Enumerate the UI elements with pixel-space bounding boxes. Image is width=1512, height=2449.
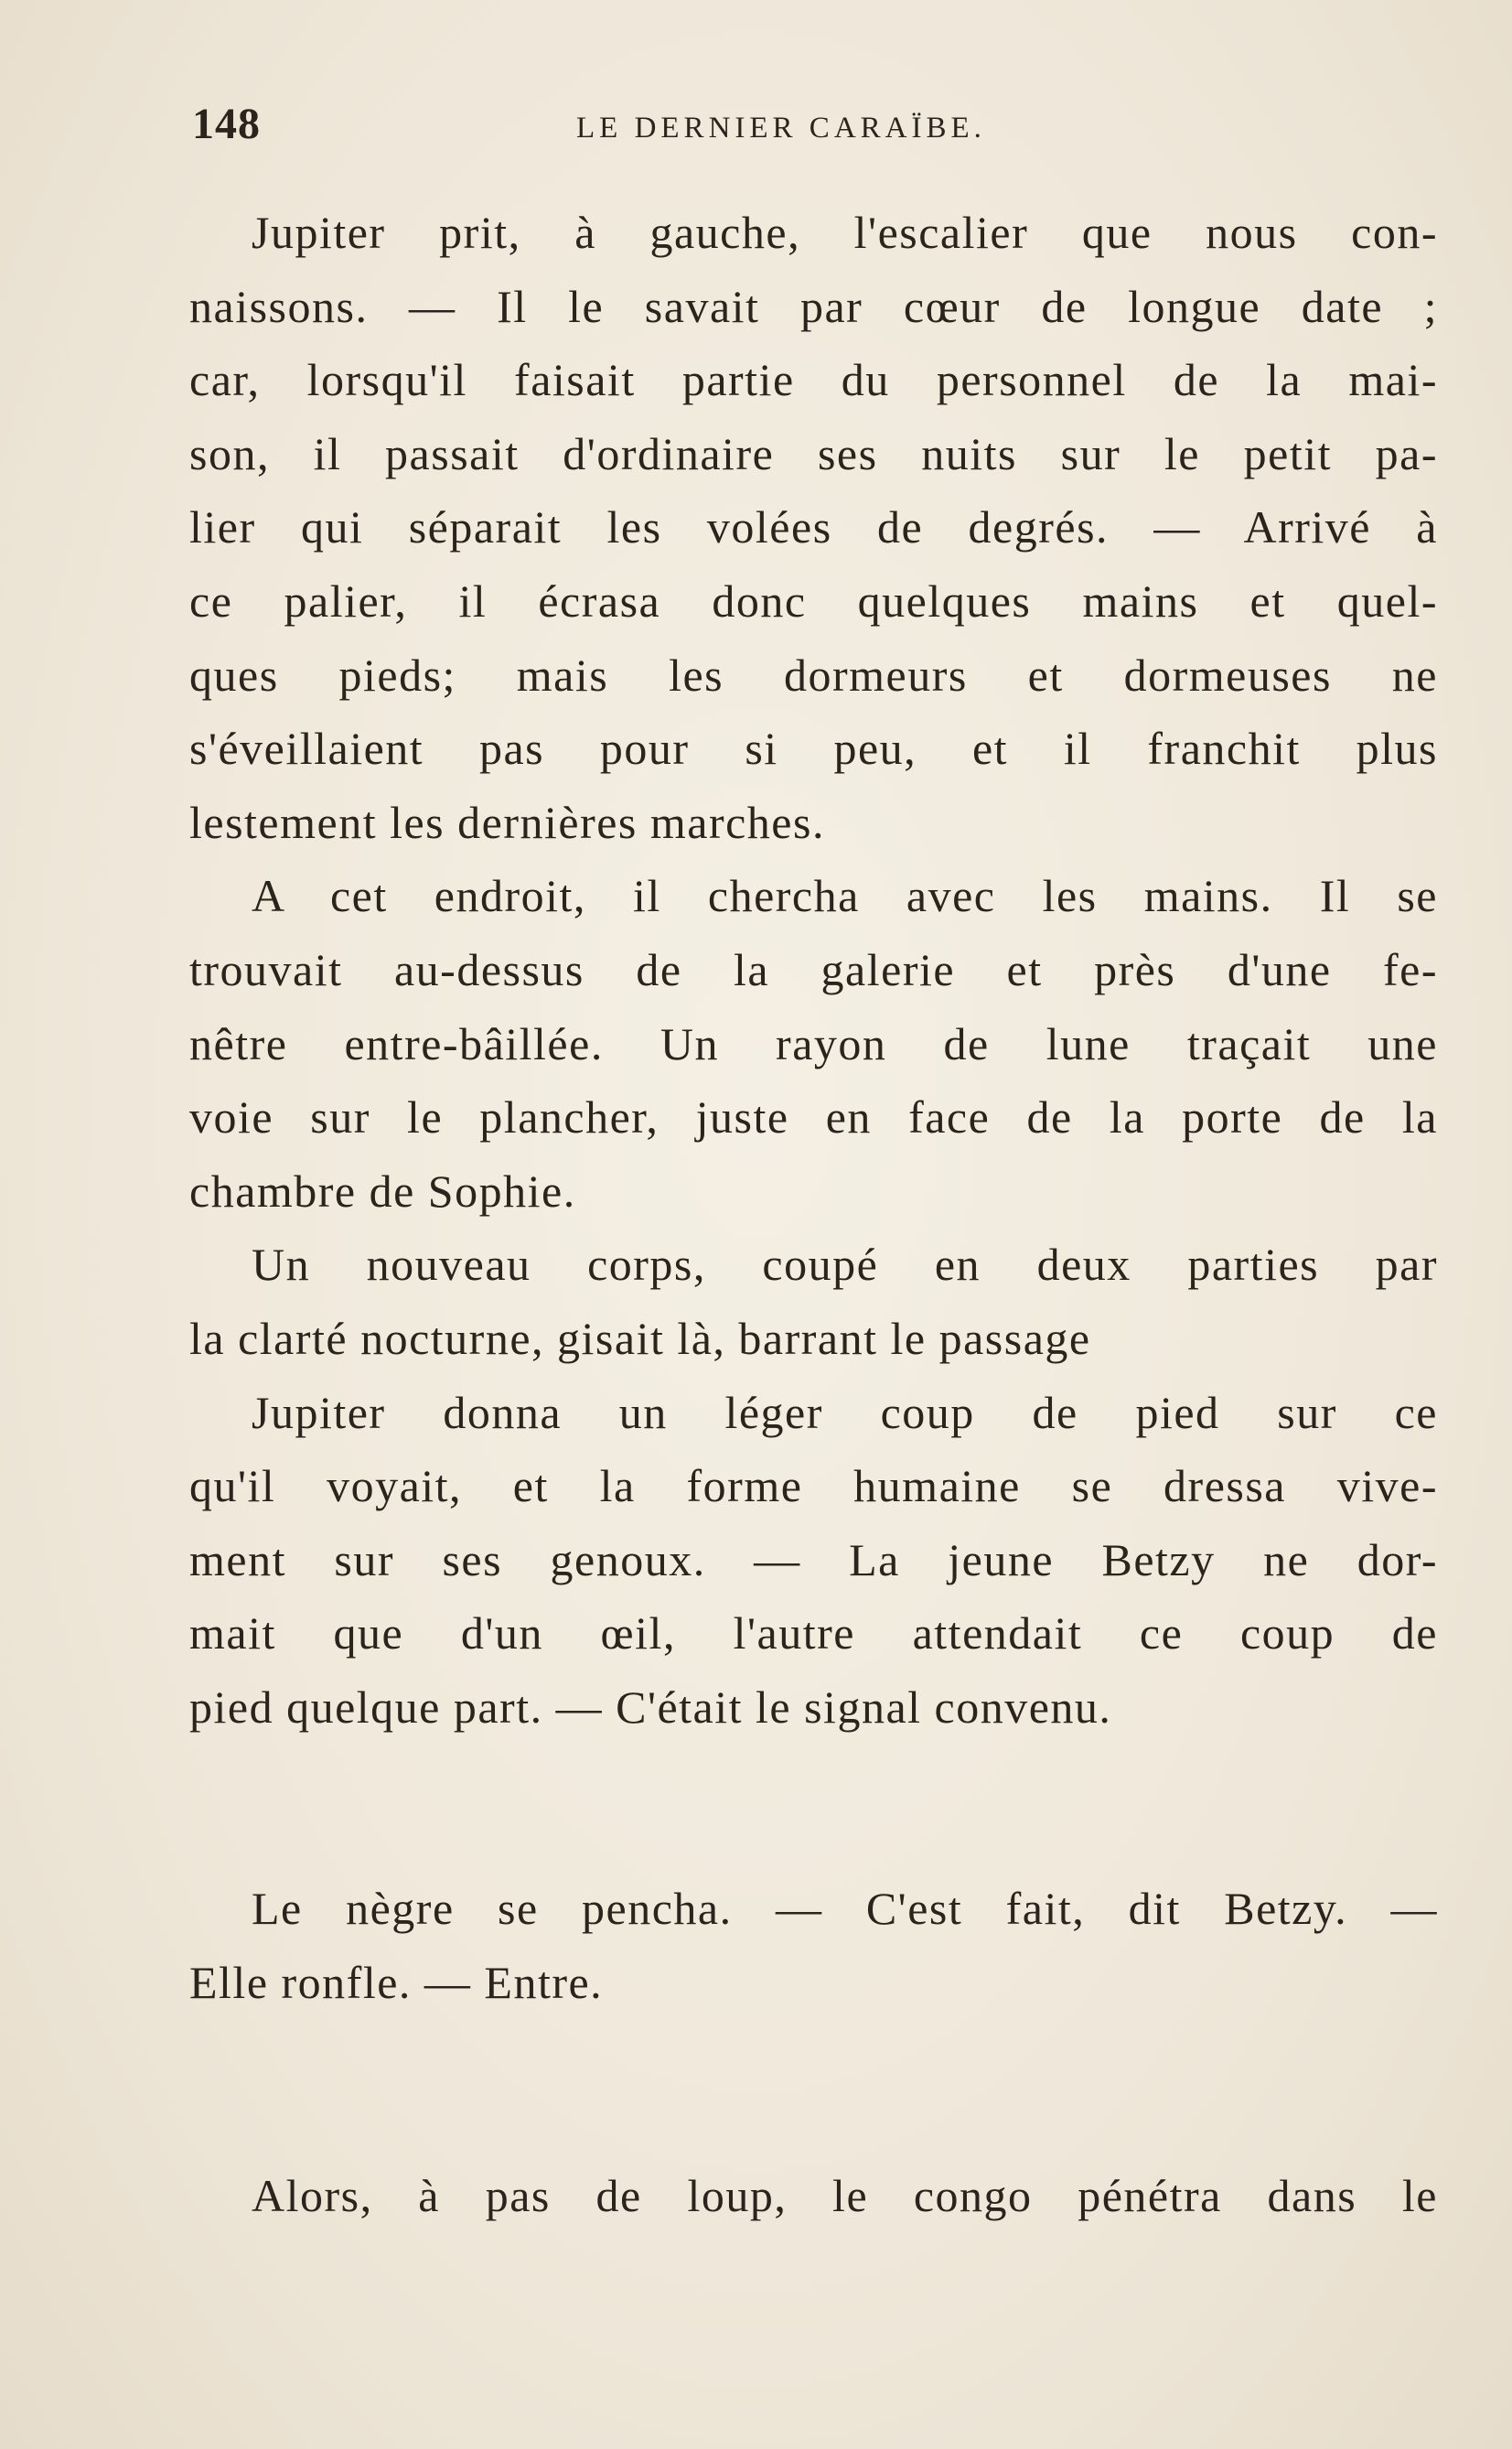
paragraph xyxy=(189,2159,1438,2233)
paragraph xyxy=(189,1228,1438,1375)
text-line: Jupiter prit, à gauche, l'escalier que nous con- xyxy=(252,207,1438,258)
body-text xyxy=(189,196,1438,2232)
text-line: lestement les dernières marches. xyxy=(189,796,825,848)
text-line: trouvait au-dessus de la galerie et près d'une fe- xyxy=(189,943,1438,995)
text-line: pied quelque part. — C'était le signal convenu. xyxy=(189,1681,1112,1733)
paragraph xyxy=(189,859,1438,1228)
text-line: lier qui séparait les volées de degrés. — Arrivé à xyxy=(189,501,1438,553)
text-line: chambre de Sophie. xyxy=(189,1165,576,1217)
paragraph xyxy=(189,1376,1438,1745)
paragraph xyxy=(189,1872,1438,2019)
text-line: son, il passait d'ordinaire ses nuits sur le petit pa- xyxy=(189,427,1438,479)
text-line: ques pieds; mais les dormeurs et dormeuses ne xyxy=(189,649,1438,701)
text-line: A cet endroit, il chercha avec les mains. Il se xyxy=(252,870,1438,922)
text-line: mait que d'un œil, l'autre attendait ce coup de xyxy=(189,1607,1438,1660)
text-line: Alors, à pas de loup, le congo pénétra dans le xyxy=(252,2169,1438,2221)
paragraph-gap xyxy=(189,2020,1438,2159)
text-line: voie sur le plancher, juste en face de la porte de la xyxy=(189,1091,1438,1144)
running-title: LE DERNIER CARAÏBE. xyxy=(576,112,986,145)
text-line: Un nouveau corps, coupé en deux parties par xyxy=(252,1239,1438,1291)
text-line: ment sur ses genoux. — La jeune Betzy ne dor- xyxy=(189,1533,1438,1585)
paragraph-gap xyxy=(189,1744,1438,1872)
text-line: ce palier, il écrasa donc quelques mains et quel- xyxy=(189,575,1438,627)
page-number: 148 xyxy=(192,100,261,148)
text-line: qu'il voyait, et la forme humaine se dressa vive- xyxy=(189,1460,1438,1512)
text-line: nêtre entre-bâillée. Un rayon de lune traçait une xyxy=(189,1017,1438,1069)
text-line: car, lorsqu'il faisait partie du personnel de la mai- xyxy=(189,354,1438,406)
text-line: Jupiter donna un léger coup de pied sur ce xyxy=(252,1386,1438,1438)
page-header xyxy=(192,99,1436,154)
text-line: s'éveillaient pas pour si peu, et il franchit plus xyxy=(189,723,1438,775)
text-line: naissons. — Il le savait par cœur de longue date ; xyxy=(189,280,1438,332)
text-line: Le nègre se pencha. — C'est fait, dit Betzy. — xyxy=(252,1883,1438,1935)
paragraph xyxy=(189,196,1438,859)
text-line: Elle ronfle. — Entre. xyxy=(189,1957,604,2009)
text-line: la clarté nocturne, gisait là, barrant le passage xyxy=(189,1312,1091,1364)
